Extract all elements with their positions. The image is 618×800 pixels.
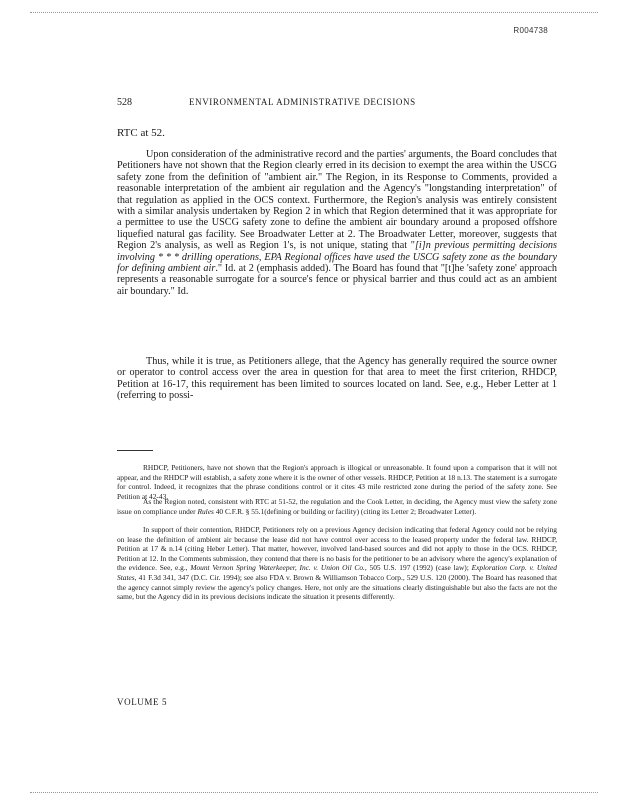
citation-line: RTC at 52.: [117, 127, 165, 139]
document-id: R004738: [513, 26, 548, 35]
footnote-text: RHDCP, Petitioners, have not shown that the Region's approach is illogical or unreasonable. It found upon a comparison that it will not appear, and the RHDCP will establish, a safety zone where it is the owner of other vessels. RHDCP, Petition at 18 n.13. The statement is a surrogate for control. Indeed, it recognizes that the phrase conditions control or it cites 43 mile restricted zone during the period of the safety zone. See Petition at 42-43.: [117, 463, 557, 501]
scan-top-edge: [30, 12, 598, 13]
footnote-text: , 41 F.3d 341, 347 (D.C. Cir. 1994); see also FDA v. Brown & Williamson Tobacco Corp., 529 U.S. 120 (2000). The Board has reasoned that the agency cannot simply review the agency's policy changes. Here, not only are the situations clearly distinguishable but also the facts are not the same, but the Agency did in its previous decisions indicate the situation it presents differently.: [117, 572, 557, 602]
footnote-a: [117, 463, 557, 501]
footnote-text: In support of their contention, RHDCP, Petitioners rely on a previous Agency decision indicating that federal Agency could not be relying on lease the definition of ambient air because the lease did not have control over access to the leased property under the federal law. RHDCP, Petition at 17 & n.14 (citing Heber Letter). That matter, however, involved land-based sources and did not apply to those in the OCS. RHDCP, Petition at 12. In the Comments submission, they contend that there is no basis for the petitioner to be an advisory where the agency's explanation of the evidence. See, e.g.,: [117, 525, 557, 573]
footnote-text: , 505 U.S. 197 (1992) (case law);: [364, 563, 472, 573]
paragraph-text: ." Id. at 2 (emphasis added). The Board has found that "[t]he 'safety zone' approach represents a reasonable surrogate for a source's fence or physical barrier and thus could act as an ambient air boundary." Id.: [117, 263, 557, 297]
footnote-emphasis: Mount Vernon Spring Waterkeeper, Inc. v. Union Oil Co.: [190, 563, 365, 573]
body-paragraph-2: [117, 356, 557, 402]
scan-bottom-edge: [30, 792, 598, 793]
paragraph-text: Thus, while it is true, as Petitioners allege, that the Agency has generally required the source owner or operator to control access over the area in question for that area to meet the first criterion, RHDCP, Petition at 16-17, this requirement has been limited to sources located on land. See, e.g., Heber Letter at 1 (referring to possi-: [117, 356, 557, 402]
emphasized-quote: [i]n previous permitting decisions involving * * * drilling operations, EPA Regional offices have used the USCG safety zone as the boundary for defining ambient air: [117, 240, 557, 275]
paragraph-text: Upon consideration of the administrative record and the parties' arguments, the Board concludes that Petitioners have not shown that the Region clearly erred in its decision to exempt the area within the USCG safety zone from the definition of "ambient air." The Region, in its Response to Comments, provided a reasonable interpretation of the ambient air regulation and the Agency's "longstanding interpretation" of that regulation as applied in the OCS context. Furthermore, the Region's analysis was entirely consistent with a similar analysis undertaken by Region 2 in which that Region determined that it was appropriate for a permittee to use the USCG safety zone to define the ambient air boundary around a proposed offshore liquefied natural gas facility. See Broadwater Letter at 2. The Broadwater Letter, moreover, suggests that Region 2's analysis, as well as Region 1's, is not unique, stating that ": [117, 149, 557, 252]
footnote-b: [117, 497, 557, 516]
footnote-separator: [117, 450, 153, 451]
footnote-text: As the Region noted, consistent with RTC at 51-52, the regulation and the Cook Letter, in deciding, the Agency must view the safety zone issue on compliance under: [117, 497, 557, 516]
footnote-emphasis: Exploration Corp. v. United States: [117, 563, 557, 582]
volume-footer: VOLUME 5: [117, 697, 168, 707]
running-head: ENVIRONMENTAL ADMINISTRATIVE DECISIONS: [189, 97, 416, 107]
footnote-emphasis: Rules: [197, 506, 214, 516]
page-number: 528: [117, 97, 132, 108]
footnote-text: 40 C.F.R. § 55.1(defining or building or facility) (citing its Letter 2; Broadwater Letter).: [213, 506, 477, 516]
body-paragraph-1: [117, 149, 557, 297]
footnote-c: [117, 525, 557, 602]
